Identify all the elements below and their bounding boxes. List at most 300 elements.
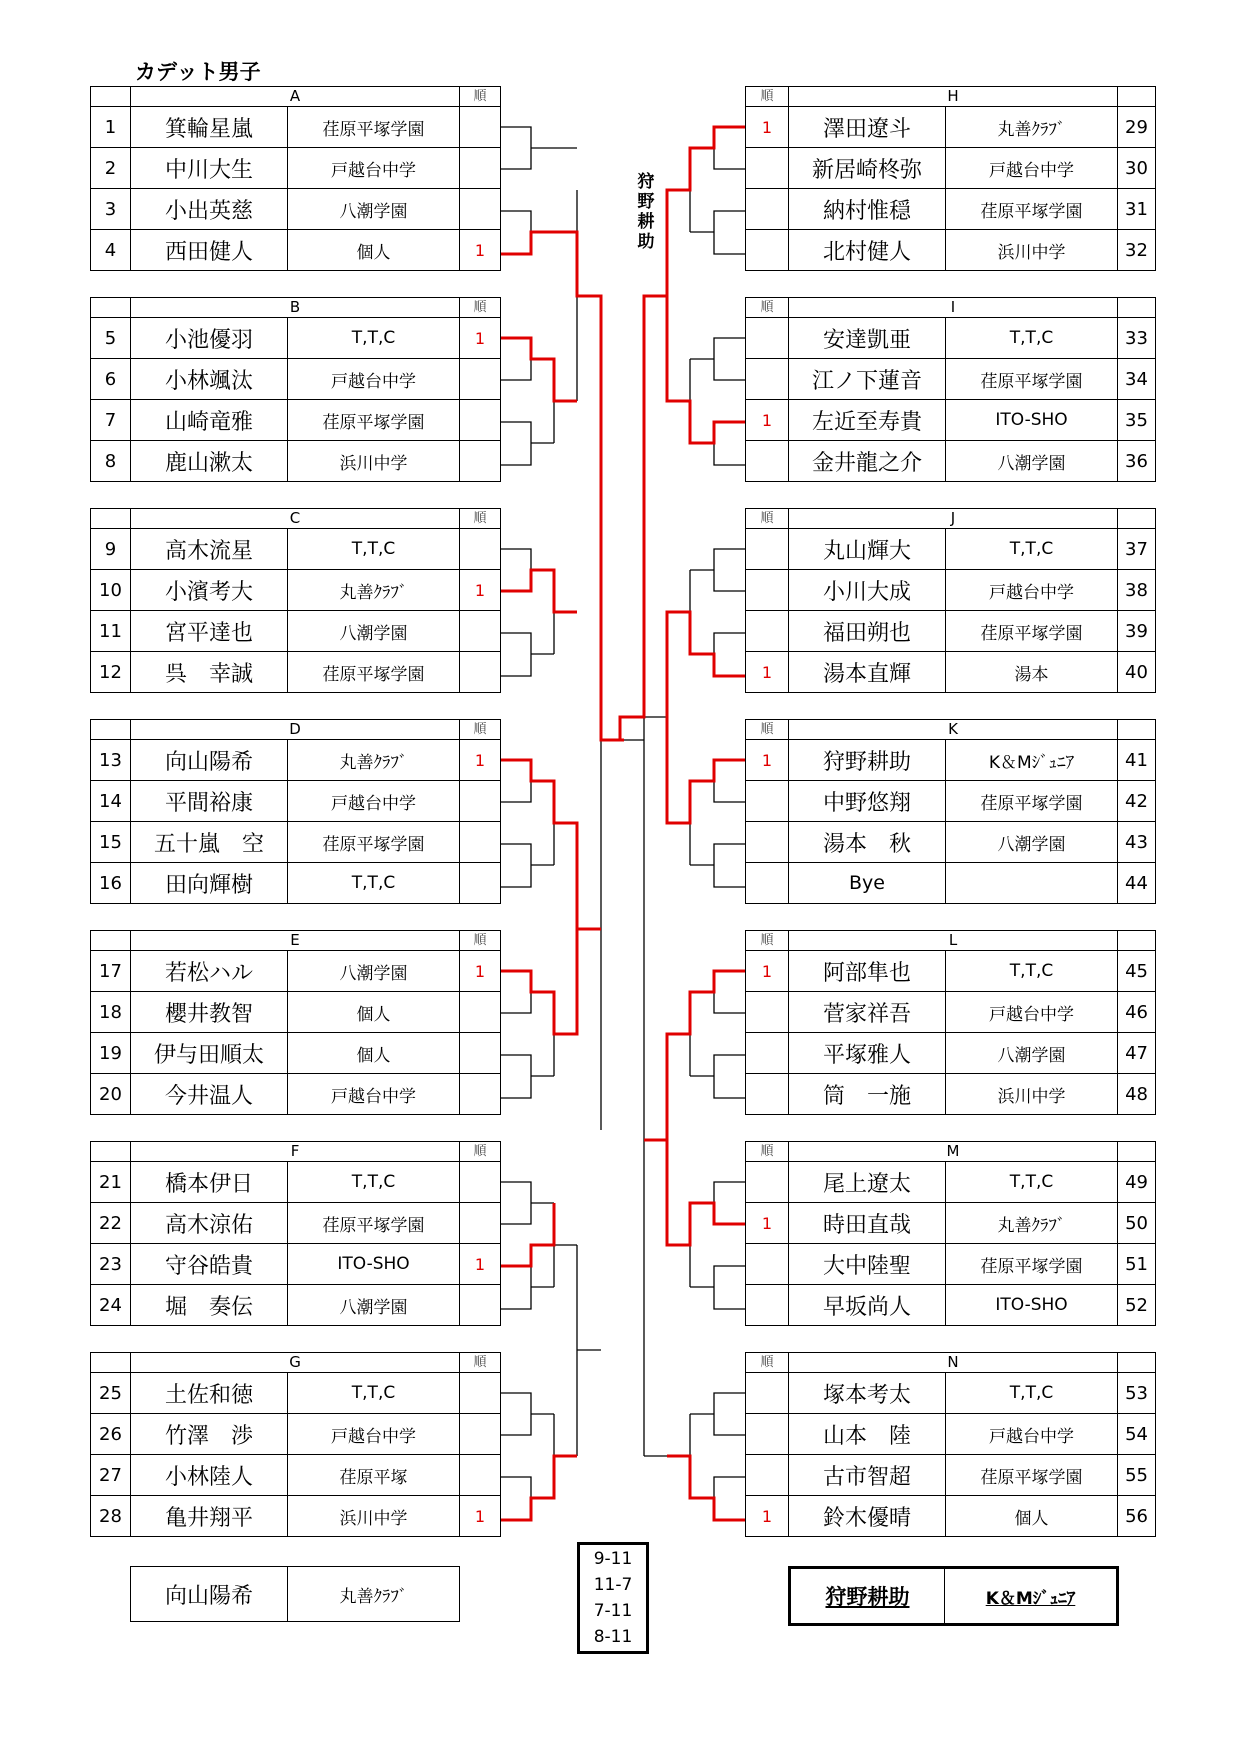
pool-rank (460, 1033, 501, 1074)
player-team: T,T,C (946, 1162, 1118, 1203)
pool-rank: 1 (460, 740, 501, 781)
player-number: 9 (91, 529, 131, 570)
player-number: 14 (91, 781, 131, 822)
player-team: 荏原平塚学園 (946, 781, 1118, 822)
player-name: 新居崎柊弥 (789, 148, 946, 189)
player-number: 29 (1118, 107, 1156, 148)
player-team: 八潮学園 (288, 951, 460, 992)
pool-rank: 1 (460, 318, 501, 359)
player-name: 江ノ下蓮音 (789, 359, 946, 400)
rank-header: 順 (746, 931, 789, 951)
player-name: 小林陸人 (131, 1455, 288, 1496)
player-name: 福田朔也 (789, 611, 946, 652)
player-number: 4 (91, 230, 131, 271)
pool-d-table (90, 719, 501, 904)
pool-rank (746, 441, 789, 482)
final-score-box (577, 1542, 649, 1654)
player-number: 13 (91, 740, 131, 781)
player-number: 35 (1118, 400, 1156, 441)
player-row (746, 781, 1156, 822)
player-name: 早坂尚人 (789, 1285, 946, 1326)
player-row (91, 1074, 501, 1115)
player-number: 39 (1118, 611, 1156, 652)
pool-f-table (90, 1141, 501, 1326)
player-number: 21 (91, 1162, 131, 1203)
player-number: 30 (1118, 148, 1156, 189)
pool-rank (746, 318, 789, 359)
player-team: T,T,C (288, 529, 460, 570)
pool-header-blank (1118, 509, 1156, 529)
finalist-left (130, 1566, 460, 1622)
player-number: 24 (91, 1285, 131, 1326)
player-row (91, 441, 501, 482)
pool-h-table (745, 86, 1156, 271)
pool-rank (460, 107, 501, 148)
player-team: 丸善ｸﾗﾌﾞ (288, 740, 460, 781)
player-row (746, 359, 1156, 400)
player-team: 八潮学園 (946, 822, 1118, 863)
player-team: T,T,C (288, 1162, 460, 1203)
player-name: 宮平達也 (131, 611, 288, 652)
player-name: 小川大成 (789, 570, 946, 611)
player-name: 若松ハル (131, 951, 288, 992)
final-score: 11-7 (593, 1575, 633, 1595)
player-number: 48 (1118, 1074, 1156, 1115)
pool-rank (460, 1285, 501, 1326)
player-row (746, 1074, 1156, 1115)
player-row (746, 951, 1156, 992)
player-number: 54 (1118, 1414, 1156, 1455)
pool-rank (746, 822, 789, 863)
player-number: 16 (91, 863, 131, 904)
pool-rank (746, 189, 789, 230)
pool-rank (460, 1455, 501, 1496)
player-name: 筒 一施 (789, 1074, 946, 1115)
player-number: 20 (91, 1074, 131, 1115)
rank-header: 順 (746, 509, 789, 529)
player-name: 向山陽希 (131, 740, 288, 781)
pool-header-blank (1118, 720, 1156, 740)
player-name: 尾上遼太 (789, 1162, 946, 1203)
pool-i-table (745, 297, 1156, 482)
player-number: 46 (1118, 992, 1156, 1033)
player-number: 22 (91, 1203, 131, 1244)
player-row (746, 1162, 1156, 1203)
player-row (91, 1033, 501, 1074)
pool-rank (460, 359, 501, 400)
player-row (91, 107, 501, 148)
pool-k-table (745, 719, 1156, 904)
player-number: 11 (91, 611, 131, 652)
player-row (746, 1455, 1156, 1496)
player-number: 12 (91, 652, 131, 693)
player-number: 34 (1118, 359, 1156, 400)
pool-rank: 1 (460, 951, 501, 992)
player-number: 55 (1118, 1455, 1156, 1496)
player-number: 37 (1118, 529, 1156, 570)
player-team: 荏原平塚 (288, 1455, 460, 1496)
player-team: 八潮学園 (946, 1033, 1118, 1074)
pool-l-table (745, 930, 1156, 1115)
player-name: 堀 奏伝 (131, 1285, 288, 1326)
player-team: 戸越台中学 (288, 359, 460, 400)
pool-letter: C (131, 509, 460, 529)
player-number: 32 (1118, 230, 1156, 271)
player-name: 小出英慈 (131, 189, 288, 230)
player-number: 40 (1118, 652, 1156, 693)
player-name: 櫻井教智 (131, 992, 288, 1033)
player-row (91, 1414, 501, 1455)
player-number: 10 (91, 570, 131, 611)
pool-letter: B (131, 298, 460, 318)
player-row (91, 1496, 501, 1537)
player-name: 湯本 秋 (789, 822, 946, 863)
player-name: 北村健人 (789, 230, 946, 271)
player-name: 阿部隼也 (789, 951, 946, 992)
player-number: 1 (91, 107, 131, 148)
player-row (746, 611, 1156, 652)
player-team (946, 863, 1118, 904)
final-score: 8-11 (593, 1627, 633, 1647)
champion-char: 耕 (637, 212, 655, 232)
pool-letter: H (789, 87, 1118, 107)
finalist-left-team: 丸善ｸﾗﾌﾞ (288, 1567, 460, 1622)
player-number: 23 (91, 1244, 131, 1285)
player-name: 澤田遼斗 (789, 107, 946, 148)
player-team: 戸越台中学 (946, 1414, 1118, 1455)
pool-header-blank (91, 1142, 131, 1162)
player-row (746, 1033, 1156, 1074)
pool-j-table (745, 508, 1156, 693)
player-number: 53 (1118, 1373, 1156, 1414)
player-team: 荏原平塚学園 (946, 1455, 1118, 1496)
pool-header-blank (91, 720, 131, 740)
player-row (746, 570, 1156, 611)
player-name: 守谷皓貴 (131, 1244, 288, 1285)
pool-rank (460, 992, 501, 1033)
player-team: K＆Mｼﾞｭﾆｱ (946, 740, 1118, 781)
player-team: 湯本 (946, 652, 1118, 693)
player-name: 伊与田順太 (131, 1033, 288, 1074)
player-row (91, 1455, 501, 1496)
pool-rank: 1 (746, 107, 789, 148)
player-team: 荏原平塚学園 (288, 822, 460, 863)
pool-rank (746, 148, 789, 189)
rank-header: 順 (460, 931, 501, 951)
pool-m-table (745, 1141, 1156, 1326)
player-row (746, 1373, 1156, 1414)
player-name: 塚本考太 (789, 1373, 946, 1414)
pool-rank (746, 1074, 789, 1115)
pool-header-blank (91, 509, 131, 529)
pool-rank (746, 611, 789, 652)
player-name: 鈴木優晴 (789, 1496, 946, 1537)
pool-rank (746, 1162, 789, 1203)
player-number: 50 (1118, 1203, 1156, 1244)
player-name: 今井温人 (131, 1074, 288, 1115)
player-team: 八潮学園 (288, 611, 460, 652)
player-team: 個人 (288, 992, 460, 1033)
pool-rank (460, 822, 501, 863)
rank-header: 順 (746, 720, 789, 740)
player-name: 土佐和徳 (131, 1373, 288, 1414)
pool-letter: I (789, 298, 1118, 318)
pool-header-blank (91, 298, 131, 318)
pool-rank: 1 (460, 1244, 501, 1285)
player-team: 浜川中学 (288, 441, 460, 482)
player-number: 19 (91, 1033, 131, 1074)
pool-header-blank (91, 1353, 131, 1373)
final-score: 9-11 (593, 1549, 633, 1569)
player-number: 45 (1118, 951, 1156, 992)
player-team: 戸越台中学 (946, 992, 1118, 1033)
pool-rank: 1 (746, 1203, 789, 1244)
champion-char: 助 (637, 232, 655, 252)
player-row (746, 148, 1156, 189)
champion-char: 狩 (637, 172, 655, 192)
player-row (91, 822, 501, 863)
pool-rank: 1 (746, 740, 789, 781)
player-team: 丸善ｸﾗﾌﾞ (288, 570, 460, 611)
rank-header: 順 (460, 87, 501, 107)
pool-rank (746, 1033, 789, 1074)
player-name: 竹澤 渉 (131, 1414, 288, 1455)
pool-rank (460, 1414, 501, 1455)
pool-rank (460, 400, 501, 441)
pool-e-table (90, 930, 501, 1115)
pool-header-blank (91, 87, 131, 107)
player-team: 戸越台中学 (288, 781, 460, 822)
champion-char: 野 (637, 192, 655, 212)
player-team: ITO-SHO (288, 1244, 460, 1285)
player-number: 51 (1118, 1244, 1156, 1285)
pool-rank (746, 1414, 789, 1455)
player-row (91, 1203, 501, 1244)
pool-header-blank (1118, 87, 1156, 107)
rank-header: 順 (746, 1353, 789, 1373)
player-team: T,T,C (288, 318, 460, 359)
pool-rank: 1 (746, 652, 789, 693)
player-row (746, 1244, 1156, 1285)
pool-n-table (745, 1352, 1156, 1537)
pool-rank (746, 863, 789, 904)
player-row (91, 652, 501, 693)
player-team: 浜川中学 (946, 1074, 1118, 1115)
player-number: 28 (91, 1496, 131, 1537)
pool-rank (460, 1162, 501, 1203)
pool-rank (460, 441, 501, 482)
pool-rank: 1 (460, 570, 501, 611)
player-number: 5 (91, 318, 131, 359)
player-number: 41 (1118, 740, 1156, 781)
pool-letter: E (131, 931, 460, 951)
player-name: 山崎竜雅 (131, 400, 288, 441)
player-name: 小濱考大 (131, 570, 288, 611)
player-row (91, 1162, 501, 1203)
player-name: 中野悠翔 (789, 781, 946, 822)
player-row (746, 441, 1156, 482)
player-row (746, 1496, 1156, 1537)
player-team: 荏原平塚学園 (288, 1203, 460, 1244)
player-name: 小林颯汰 (131, 359, 288, 400)
player-row (746, 230, 1156, 271)
player-row (746, 1285, 1156, 1326)
player-name: 田向輝樹 (131, 863, 288, 904)
pool-letter: N (789, 1353, 1118, 1373)
rank-header: 順 (746, 1142, 789, 1162)
player-team: T,T,C (946, 951, 1118, 992)
player-number: 56 (1118, 1496, 1156, 1537)
pool-letter: J (789, 509, 1118, 529)
pool-letter: F (131, 1142, 460, 1162)
player-team: 八潮学園 (946, 441, 1118, 482)
player-row (91, 611, 501, 652)
player-row (91, 359, 501, 400)
player-team: 荏原平塚学園 (288, 107, 460, 148)
player-name: 湯本直輝 (789, 652, 946, 693)
player-team: 八潮学園 (288, 189, 460, 230)
rank-header: 順 (460, 509, 501, 529)
player-row (91, 1285, 501, 1326)
player-name: 呉 幸誠 (131, 652, 288, 693)
player-row (91, 863, 501, 904)
player-team: ITO-SHO (946, 400, 1118, 441)
pool-rank (746, 359, 789, 400)
pool-g-table (90, 1352, 501, 1537)
pool-rank: 1 (460, 230, 501, 271)
player-number: 15 (91, 822, 131, 863)
player-team: T,T,C (946, 529, 1118, 570)
pool-rank: 1 (460, 1496, 501, 1537)
player-row (91, 1244, 501, 1285)
player-number: 18 (91, 992, 131, 1033)
final-score: 7-11 (593, 1601, 633, 1621)
player-row (746, 107, 1156, 148)
player-number: 31 (1118, 189, 1156, 230)
player-name: 鹿山漱太 (131, 441, 288, 482)
player-team: 個人 (288, 1033, 460, 1074)
player-team: ITO-SHO (946, 1285, 1118, 1326)
player-name: 小池優羽 (131, 318, 288, 359)
player-number: 43 (1118, 822, 1156, 863)
player-name: 平塚雅人 (789, 1033, 946, 1074)
pool-header-blank (1118, 298, 1156, 318)
player-name: 丸山輝大 (789, 529, 946, 570)
player-row (91, 148, 501, 189)
player-team: 浜川中学 (288, 1496, 460, 1537)
player-team: 八潮学園 (288, 1285, 460, 1326)
pool-rank (746, 1244, 789, 1285)
pool-rank (746, 1373, 789, 1414)
pool-rank: 1 (746, 951, 789, 992)
player-name: 橋本伊日 (131, 1162, 288, 1203)
champion-vertical-name (632, 172, 660, 252)
pool-rank (460, 1074, 501, 1115)
pool-rank (746, 529, 789, 570)
player-row (91, 781, 501, 822)
player-row (91, 951, 501, 992)
rank-header: 順 (746, 87, 789, 107)
pool-b-table (90, 297, 501, 482)
player-team: T,T,C (288, 1373, 460, 1414)
player-team: 戸越台中学 (946, 148, 1118, 189)
pool-rank (746, 1455, 789, 1496)
player-name: 山本 陸 (789, 1414, 946, 1455)
pool-header-blank (91, 931, 131, 951)
pool-rank (460, 1373, 501, 1414)
rank-header: 順 (460, 298, 501, 318)
player-team: 丸善ｸﾗﾌﾞ (946, 1203, 1118, 1244)
player-number: 3 (91, 189, 131, 230)
player-name: 大中陸聖 (789, 1244, 946, 1285)
page-title: カデット男子 (135, 60, 261, 84)
pool-rank: 1 (746, 400, 789, 441)
player-name: 時田直哉 (789, 1203, 946, 1244)
pool-letter: M (789, 1142, 1118, 1162)
pool-rank (460, 863, 501, 904)
pool-rank (460, 529, 501, 570)
finalist-right-team: K＆Mｼﾞｭﾆｱ (945, 1568, 1118, 1625)
player-team: 戸越台中学 (288, 1074, 460, 1115)
pool-letter: L (789, 931, 1118, 951)
pool-rank (746, 992, 789, 1033)
player-team: 戸越台中学 (288, 1414, 460, 1455)
player-name: 平間裕康 (131, 781, 288, 822)
player-number: 27 (91, 1455, 131, 1496)
player-name: 亀井翔平 (131, 1496, 288, 1537)
player-team: T,T,C (946, 318, 1118, 359)
pool-a-table (90, 86, 501, 271)
rank-header: 順 (460, 1353, 501, 1373)
player-team: 浜川中学 (946, 230, 1118, 271)
player-name: 西田健人 (131, 230, 288, 271)
player-number: 25 (91, 1373, 131, 1414)
player-name: 菅家祥吾 (789, 992, 946, 1033)
pool-header-blank (1118, 931, 1156, 951)
rank-header: 順 (746, 298, 789, 318)
player-team: 戸越台中学 (946, 570, 1118, 611)
pool-letter: A (131, 87, 460, 107)
player-name: 安達凱亜 (789, 318, 946, 359)
player-name: 高木涼佑 (131, 1203, 288, 1244)
player-row (91, 529, 501, 570)
player-number: 2 (91, 148, 131, 189)
player-number: 6 (91, 359, 131, 400)
player-number: 17 (91, 951, 131, 992)
pool-rank (460, 1203, 501, 1244)
player-team: T,T,C (946, 1373, 1118, 1414)
pool-rank (460, 611, 501, 652)
player-name: 高木流星 (131, 529, 288, 570)
player-row (91, 570, 501, 611)
player-row (91, 740, 501, 781)
player-row (746, 318, 1156, 359)
pool-rank (460, 652, 501, 693)
player-number: 49 (1118, 1162, 1156, 1203)
player-name: 納村惟穏 (789, 189, 946, 230)
player-team: 荏原平塚学園 (946, 189, 1118, 230)
pool-rank (460, 148, 501, 189)
player-row (91, 318, 501, 359)
player-team: 個人 (946, 1496, 1118, 1537)
player-number: 7 (91, 400, 131, 441)
player-row (746, 992, 1156, 1033)
player-name: 左近至寿貴 (789, 400, 946, 441)
pool-letter: D (131, 720, 460, 740)
pool-rank (746, 1285, 789, 1326)
player-number: 36 (1118, 441, 1156, 482)
player-name: 狩野耕助 (789, 740, 946, 781)
